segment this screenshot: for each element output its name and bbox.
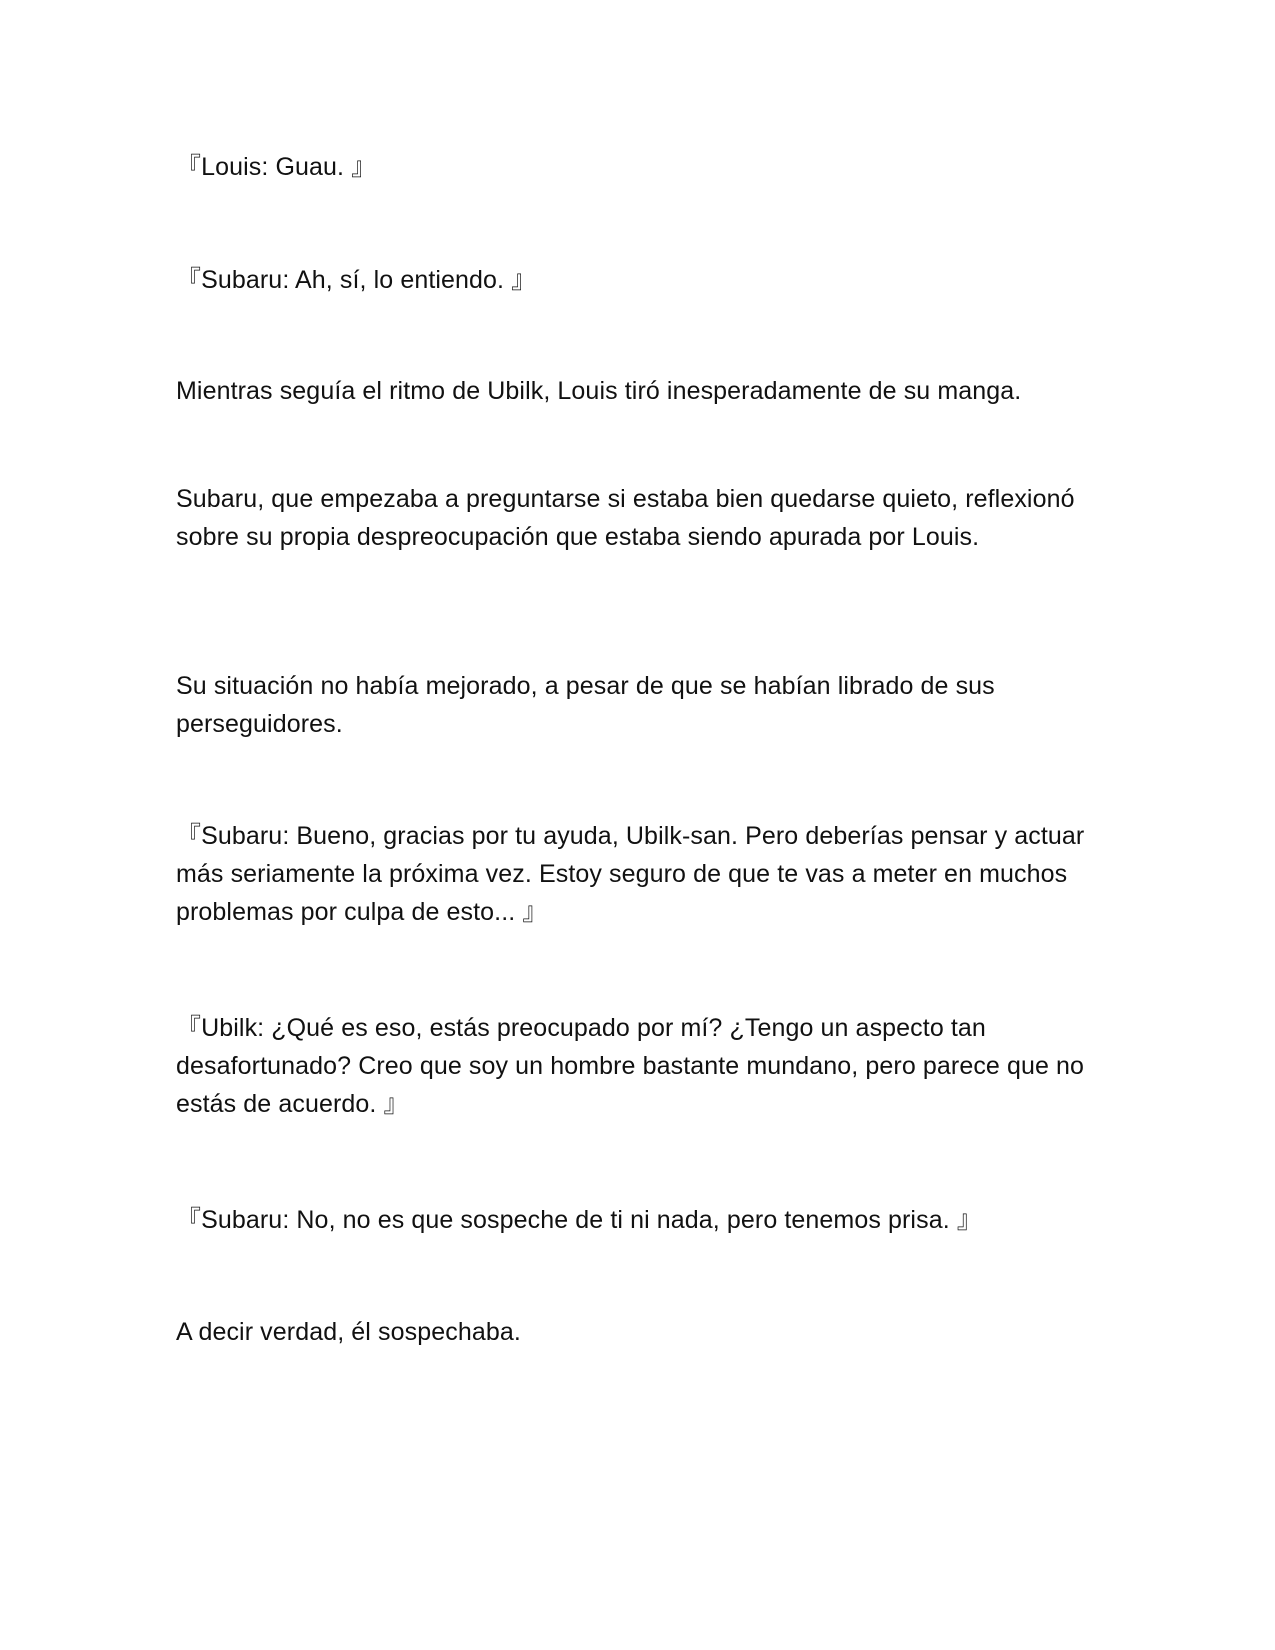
narration-sospechaba: A decir verdad, él sospechaba. (176, 1318, 521, 1346)
dialogue-ubilk-preocupado: 『Ubilk: ¿Qué es eso, estás preocupado por mí? ¿Tengo un aspecto tan desafortunado? Creo que soy un hombre bastante mundano, pero parece que no estás de acuerdo. 』 (176, 1014, 1085, 1118)
dialogue-louis-guau: 『Louis: Guau. 』 (176, 153, 377, 181)
narration-manga: Mientras seguía el ritmo de Ubilk, Louis tiró inesperadamente de su manga. (176, 377, 1022, 405)
narration-subaru-reflexiono: Subaru, que empezaba a preguntarse si estaba bien quedarse quieto, reflexionó sobre su propia despreocupación que estaba siendo apurada por Louis. (176, 485, 1075, 551)
narration-situacion: Su situación no había mejorado, a pesar de que se habían librado de sus perseguidores. (176, 672, 995, 738)
dialogue-subaru-entiendo: 『Subaru: Ah, sí, lo entiendo. 』 (176, 266, 537, 294)
dialogue-subaru-prisa: 『Subaru: No, no es que sospeche de ti ni nada, pero tenemos prisa. 』 (176, 1206, 982, 1234)
dialogue-subaru-gracias: 『Subaru: Bueno, gracias por tu ayuda, Ubilk-san. Pero deberías pensar y actuar más seriamente la próxima vez. Estoy seguro de que te vas a meter en muchos problemas por culpa de esto... 』 (176, 822, 1085, 926)
